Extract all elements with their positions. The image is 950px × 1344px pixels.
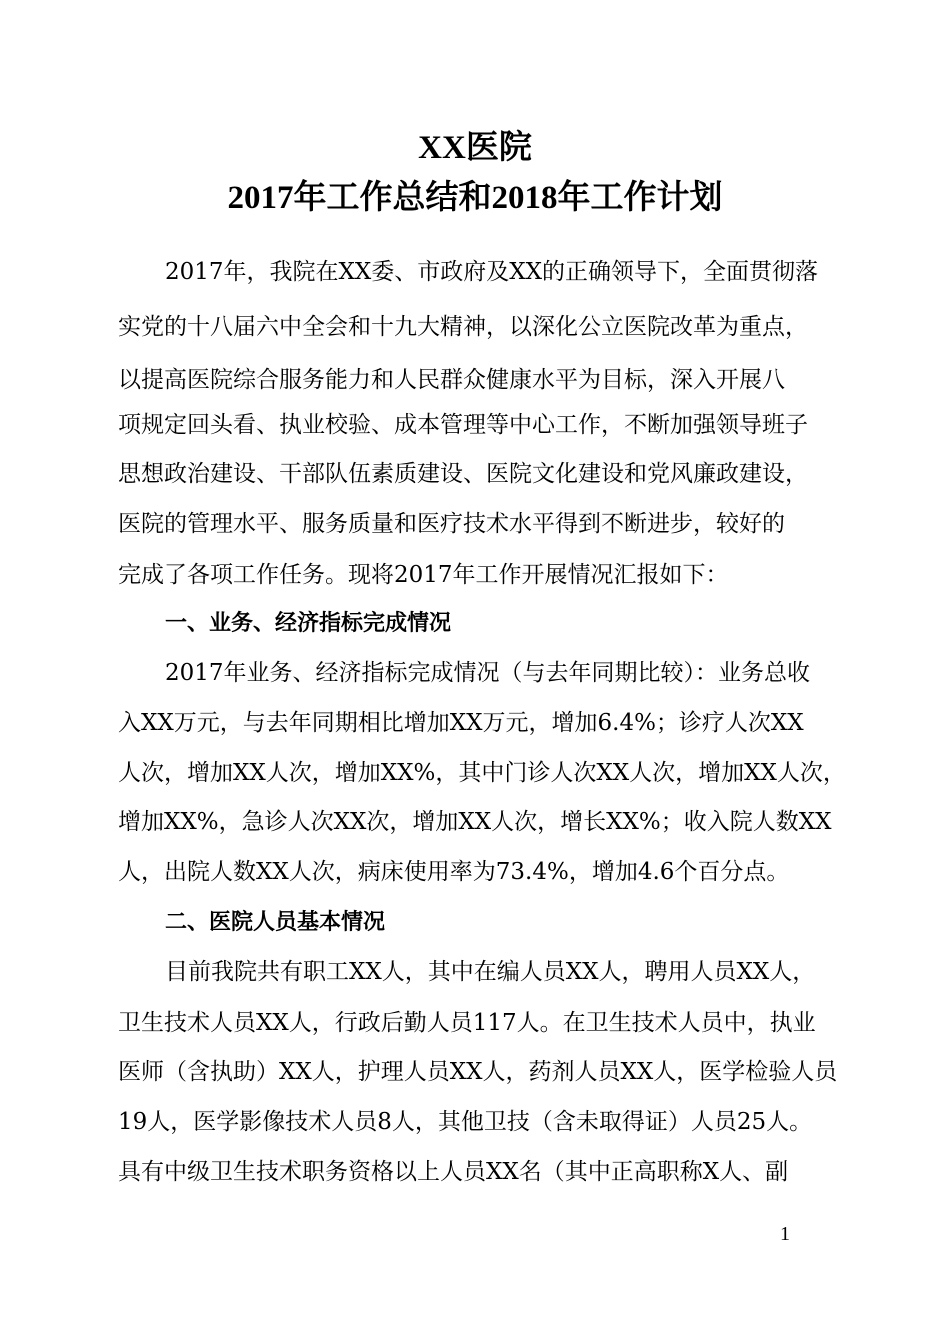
section2-paragraph-line: 医师（含执助）XX人，护理人员XX人，药剂人员XX人，医学检验人员 — [118, 1059, 838, 1085]
section-heading: 二、医院人员基本情况 — [165, 910, 386, 935]
section1-paragraph-line: 入XX万元，与去年同期相比增加XX万元，增加6.4%；诊疗人次XX — [118, 710, 804, 736]
section1-paragraph-line: 2017年业务、经济指标完成情况（与去年同期比较）：业务总收 — [165, 660, 811, 686]
section1-paragraph-line: 增加XX%，急诊人次XX次，增加XX人次，增长XX%；收入院人数XX — [118, 809, 832, 835]
section1-paragraph-line: 人，出院人数XX人次，病床使用率为73.4%，增加4.6个百分点。 — [118, 859, 790, 885]
section2-paragraph-line: 具有中级卫生技术职务资格以上人员XX名（其中正高职称X人、副 — [118, 1159, 789, 1185]
intro-paragraph-line: 思想政治建设、干部队伍素质建设、医院文化建设和党风廉政建设， — [118, 461, 808, 487]
section2-paragraph-line: 卫生技术人员XX人，行政后勤人员117人。在卫生技术人员中，执业 — [118, 1010, 816, 1036]
intro-paragraph-line: 实党的十八届六中全会和十九大精神，以深化公立医院改革为重点， — [118, 314, 808, 340]
intro-paragraph-line: 2017年，我院在XX委、市政府及XX的正确领导下，全面贯彻落 — [165, 259, 819, 285]
intro-paragraph-line: 完成了各项工作任务。现将2017年工作开展情况汇报如下： — [118, 562, 729, 588]
section2-paragraph-line: 19人，医学影像技术人员8人，其他卫技（含未取得证）人员25人。 — [118, 1109, 813, 1135]
intro-paragraph-line: 项规定回头看、执业校验、成本管理等中心工作，不断加强领导班子 — [118, 412, 808, 438]
intro-paragraph-line: 以提高医院综合服务能力和人民群众健康水平为目标，深入开展八 — [118, 367, 785, 393]
document-subtitle: 2017年工作总结和2018年工作计划 — [227, 180, 723, 216]
document-title: XX医院 — [418, 130, 532, 166]
page-number: 1 — [780, 1223, 790, 1245]
section2-paragraph-line: 目前我院共有职工XX人，其中在编人员XX人，聘用人员XX人， — [165, 959, 816, 985]
intro-paragraph-line: 医院的管理水平、服务质量和医疗技术水平得到不断进步，较好的 — [118, 511, 785, 537]
section-heading: 一、业务、经济指标完成情况 — [165, 611, 452, 636]
section1-paragraph-line: 人次，增加XX人次，增加XX%，其中门诊人次XX人次，增加XX人次， — [118, 760, 846, 786]
